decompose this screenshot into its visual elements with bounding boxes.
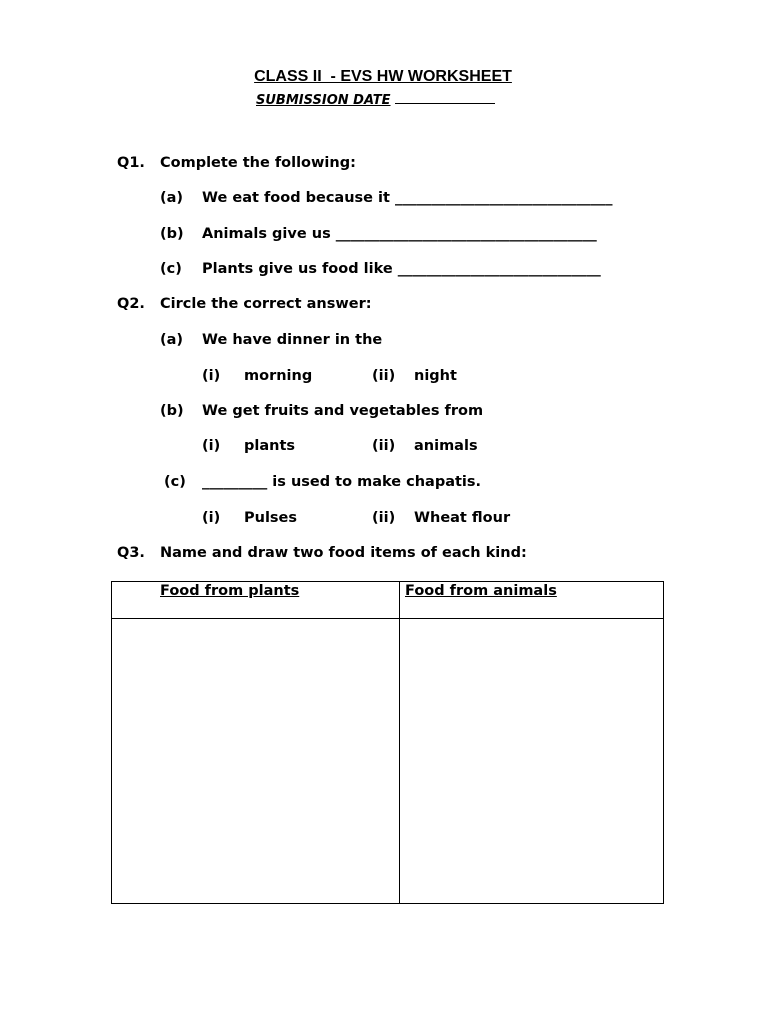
q2c-label: (c) <box>164 474 186 490</box>
q1c-label: (c) <box>160 261 182 277</box>
q1c-text: Plants give us food like ____________________________ <box>202 261 601 277</box>
q2c-option-i-label: (i) <box>202 510 221 526</box>
food-table-header-row <box>112 582 664 619</box>
q1-prompt: Complete the following: <box>160 155 356 171</box>
q2c-text: _________ is used to make chapatis. <box>202 474 482 490</box>
q2b-label: (b) <box>160 403 184 419</box>
q1a-label: (a) <box>160 190 184 206</box>
q1b-label: (b) <box>160 226 184 242</box>
food-table-header-plants <box>112 582 400 619</box>
q2a-option-i-text: morning <box>244 368 313 384</box>
q1b-text: Animals give us ____________________________________ <box>202 226 597 242</box>
worksheet-title: CLASS II - EVS HW WORKSHEET <box>254 68 512 85</box>
q2-number: Q2. <box>117 296 145 312</box>
q2a-option-ii-text: night <box>414 368 457 384</box>
q2c-option-ii-text: Wheat flour <box>414 510 511 526</box>
submission-date-blank <box>395 91 495 104</box>
food-from-animals-drawing-area[interactable] <box>400 619 664 904</box>
q3-prompt: Name and draw two food items of each kind: <box>160 545 527 561</box>
q2b-option-i-text: plants <box>244 438 296 454</box>
food-table-drawing-row <box>112 619 664 904</box>
food-from-plants-drawing-area[interactable] <box>112 619 400 904</box>
food-from-plants-heading: Food from plants <box>160 583 300 599</box>
q1-number: Q1. <box>117 155 145 171</box>
q3-number: Q3. <box>117 545 145 561</box>
q2a-label: (a) <box>160 332 184 348</box>
q2c-option-ii-label: (ii) <box>372 510 396 526</box>
q2a-text: We have dinner in the <box>202 332 383 348</box>
q2b-option-ii-label: (ii) <box>372 438 396 454</box>
q2a-option-i-label: (i) <box>202 368 221 384</box>
q2a-option-ii-label: (ii) <box>372 368 396 384</box>
q2-prompt: Circle the correct answer: <box>160 296 372 312</box>
q2b-option-ii-text: animals <box>414 438 478 454</box>
food-table-header-animals <box>400 582 664 619</box>
q2b-option-i-label: (i) <box>202 438 221 454</box>
food-table <box>111 581 664 904</box>
food-from-animals-heading: Food from animals <box>405 583 557 599</box>
q2c-option-i-text: Pulses <box>244 510 298 526</box>
submission-date-label: SUBMISSION DATE <box>256 91 495 108</box>
q2b-text: We get fruits and vegetables from <box>202 403 484 419</box>
q1a-text: We eat food because it ______________________________ <box>202 190 613 206</box>
